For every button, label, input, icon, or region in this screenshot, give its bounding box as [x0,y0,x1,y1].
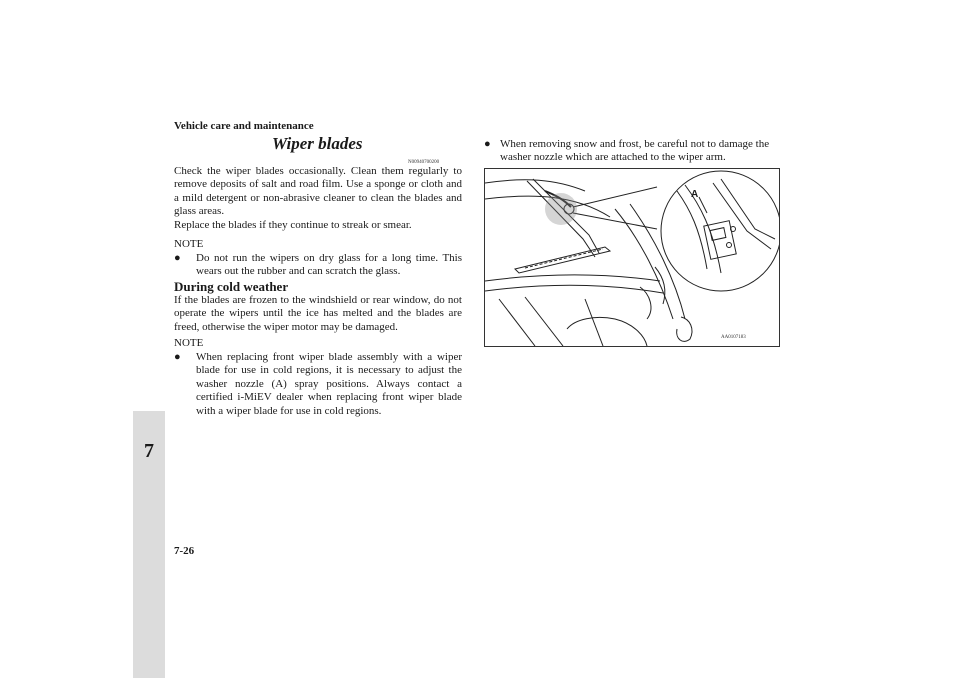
page-number: 7-26 [174,545,195,557]
bullet-icon: ● [174,252,181,264]
chapter-number: 7 [144,440,154,462]
bullet-icon: ● [484,138,491,150]
note-item [174,252,462,280]
note-text: When replacing front wiper blade assembly with a wiper blade for use in cold regions, it is necessary to adjust the washer nozzle (A) spray positions. Always contact a certified i-MiEV dealer when replacing front wiper blade with a wiper blade for use in cold regions. [196,351,462,417]
note-label: NOTE [174,337,204,349]
bullet-icon: ● [174,351,181,363]
wiper-figure [484,168,780,347]
subheading: During cold weather [174,279,289,294]
figure-code: AA0107183 [721,335,746,340]
figure-label-a: A [691,189,699,200]
note-item [484,138,778,166]
note-text: When removing snow and frost, be careful not to damage the washer nozzle which are attached to the wiper arm. [500,138,770,164]
note-text: Do not run the wipers on dry glass for a long time. This wears out the rubber and can scratch the glass. [196,252,462,278]
doc-code: N00940700200 [408,160,440,165]
page-title: Wiper blades [272,134,363,153]
intro-paragraph: Check the wiper blades occasionally. Clean them regularly to remove deposits of salt and road film. Use a sponge or cloth and a mild detergent or non-abrasive cleaner to clean the blades and glass areas. [174,165,462,218]
note-label: NOTE [174,238,204,250]
wiper-illustration [485,169,779,346]
section-header: Vehicle care and maintenance [174,120,314,132]
intro-paragraph-2: Replace the blades if they continue to streak or smear. [174,219,412,231]
cold-weather-paragraph: If the blades are frozen to the windshield or rear window, do not operate the wipers until the ice has melted and the blades are freed, otherwise the wiper motor may be damaged. [174,294,462,333]
note-item [174,351,462,421]
